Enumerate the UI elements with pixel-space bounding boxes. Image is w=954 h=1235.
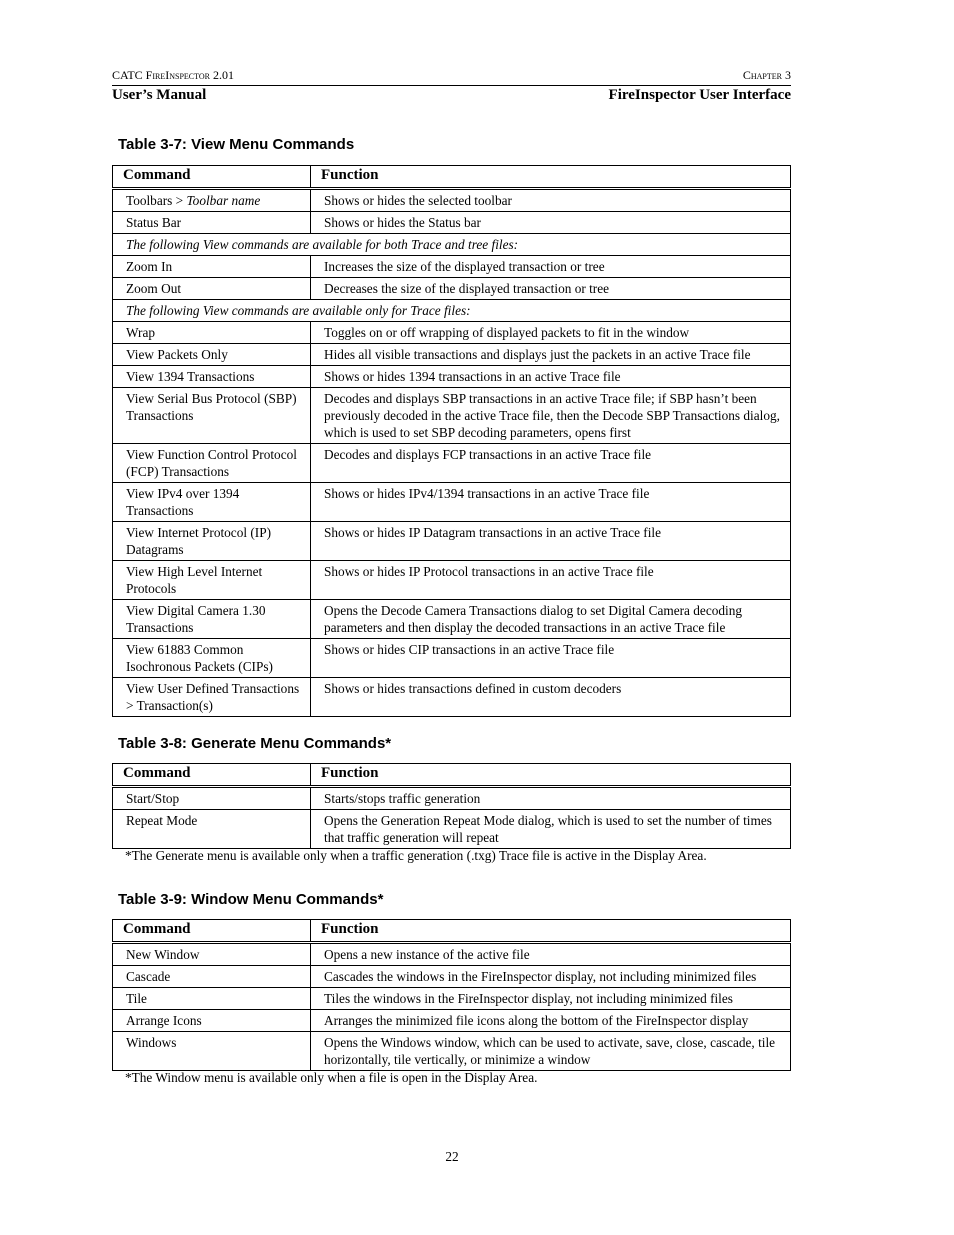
function-cell: Arranges the minimized file icons along the bottom of the FireInspector display [311,1010,791,1032]
table-row [113,300,791,322]
command-text: Cascade [126,969,171,984]
table-row [113,483,791,522]
command-cell [113,787,311,810]
table-header-row [113,920,791,943]
command-cell [113,189,311,212]
table-row [113,943,791,966]
table-row [113,522,791,561]
command-cell [113,988,311,1010]
section-note-cell: The following View commands are available for both Trace and tree files: [113,234,791,256]
table-row [113,678,791,717]
command-text: View Function Control Protocol (FCP) Transactions [126,447,297,479]
table-row [113,344,791,366]
function-cell: Opens the Generation Repeat Mode dialog, which is used to set the number of times that traffic generation will repeat [311,810,791,849]
table-row [113,212,791,234]
table-row [113,1010,791,1032]
table-header-row [113,764,791,787]
generate-menu-footnote: *The Generate menu is available only when a traffic generation (.txg) Trace file is active in the Display Area. [125,848,707,863]
command-cell [113,322,311,344]
command-text: Zoom Out [126,281,182,296]
column-header-command: Command [113,166,311,189]
function-cell: Cascades the windows in the FireInspector display, not including minimized files [311,966,791,988]
command-text: Start/Stop [126,791,180,806]
function-cell: Hides all visible transactions and displays just the packets in an active Trace file [311,344,791,366]
function-cell: Shows or hides the Status bar [311,212,791,234]
command-text: View Serial Bus Protocol (SBP) Transactions [126,391,297,423]
manual-title: User’s Manual [112,87,207,103]
page-number: 22 [445,1149,459,1164]
command-cell [113,639,311,678]
table-row [113,966,791,988]
function-cell: Shows or hides IP Protocol transactions in an active Trace file [311,561,791,600]
command-cell [113,522,311,561]
command-cell [113,388,311,444]
table-row [113,988,791,1010]
command-text: Repeat Mode [126,813,198,828]
product-name: CATC FireInspector 2.01 [112,68,234,82]
function-cell: Shows or hides the selected toolbar [311,189,791,212]
column-header-function: Function [311,764,791,787]
function-cell: Shows or hides IP Datagram transactions in an active Trace file [311,522,791,561]
running-header-bottom [112,85,791,104]
function-cell: Opens the Decode Camera Transactions dialog to set Digital Camera decoding parameters and then display the decoded transactions in an active Trace file [311,600,791,639]
window-menu-table [112,919,791,1071]
function-cell: Decodes and displays FCP transactions in an active Trace file [311,444,791,483]
command-cell [113,366,311,388]
command-cell [113,943,311,966]
table-caption-window-menu: Table 3-9: Window Menu Commands* [118,891,384,908]
command-text: Toolbars > [126,193,187,208]
command-cell [113,444,311,483]
command-cell [113,810,311,849]
table-row [113,561,791,600]
function-cell: Toggles on or off wrapping of displayed packets to fit in the window [311,322,791,344]
table-row [113,256,791,278]
command-cell [113,1010,311,1032]
command-cell [113,966,311,988]
command-text: Tile [126,991,147,1006]
command-text: Windows [126,1035,177,1050]
command-text: Wrap [126,325,155,340]
command-text: View High Level Internet Protocols [126,564,263,596]
table-row [113,639,791,678]
command-text: View Digital Camera 1.30 Transactions [126,603,266,635]
command-text: Zoom In [126,259,173,274]
chapter-label: Chapter 3 [742,68,791,82]
command-text: View 1394 Transactions [126,369,255,384]
command-text: View Internet Protocol (IP) Datagrams [126,525,272,557]
table-row [113,366,791,388]
table-row [113,1032,791,1071]
table-row [113,388,791,444]
command-italic-text: Toolbar name [186,193,261,208]
table-row [113,278,791,300]
section-note-cell: The following View commands are available only for Trace files: [113,300,791,322]
view-menu-table [112,165,791,717]
running-header-top [112,68,791,83]
command-cell [113,256,311,278]
command-text: View User Defined Transactions > Transaction(s) [126,681,300,713]
function-cell: Tiles the windows in the FireInspector display, not including minimized files [311,988,791,1010]
table-row [113,322,791,344]
window-menu-footnote: *The Window menu is available only when a file is open in the Display Area. [125,1070,538,1085]
table-caption-generate-menu: Table 3-8: Generate Menu Commands* [118,735,392,752]
table-row [113,600,791,639]
column-header-function: Function [311,166,791,189]
table-row [113,787,791,810]
command-cell [113,561,311,600]
command-text: Arrange Icons [126,1013,202,1028]
command-cell [113,278,311,300]
command-cell [113,344,311,366]
command-text: View Packets Only [126,347,228,362]
column-header-function: Function [311,920,791,943]
function-cell: Shows or hides CIP transactions in an active Trace file [311,639,791,678]
function-cell: Decreases the size of the displayed transaction or tree [311,278,791,300]
command-cell [113,678,311,717]
function-cell: Shows or hides transactions defined in custom decoders [311,678,791,717]
function-cell: Shows or hides 1394 transactions in an active Trace file [311,366,791,388]
command-cell [113,212,311,234]
function-cell: Opens a new instance of the active file [311,943,791,966]
function-cell: Shows or hides IPv4/1394 transactions in an active Trace file [311,483,791,522]
section-title: FireInspector User Interface [608,87,791,103]
command-cell [113,1032,311,1071]
table-row [113,810,791,849]
table-row [113,234,791,256]
column-header-command: Command [113,764,311,787]
command-text: Status Bar [126,215,182,230]
table-row [113,189,791,212]
function-cell: Opens the Windows window, which can be used to activate, save, close, cascade, tile horizontally, tile vertically, or minimize a window [311,1032,791,1071]
command-text: View 61883 Common Isochronous Packets (CIPs) [126,642,273,674]
table-header-row [113,166,791,189]
table-row [113,444,791,483]
table-caption-view-menu: Table 3-7: View Menu Commands [118,136,355,153]
function-cell: Starts/stops traffic generation [311,787,791,810]
function-cell: Decodes and displays SBP transactions in an active Trace file; if SBP hasn’t been previously decoded in the active Trace file, then the Decode SBP Transactions dialog, which is used to set SBP decoding parameters, opens first [311,388,791,444]
command-cell [113,483,311,522]
generate-menu-table [112,763,791,849]
column-header-command: Command [113,920,311,943]
command-text: New Window [126,947,200,962]
function-cell: Increases the size of the displayed transaction or tree [311,256,791,278]
command-text: View IPv4 over 1394 Transactions [126,486,240,518]
command-cell [113,600,311,639]
